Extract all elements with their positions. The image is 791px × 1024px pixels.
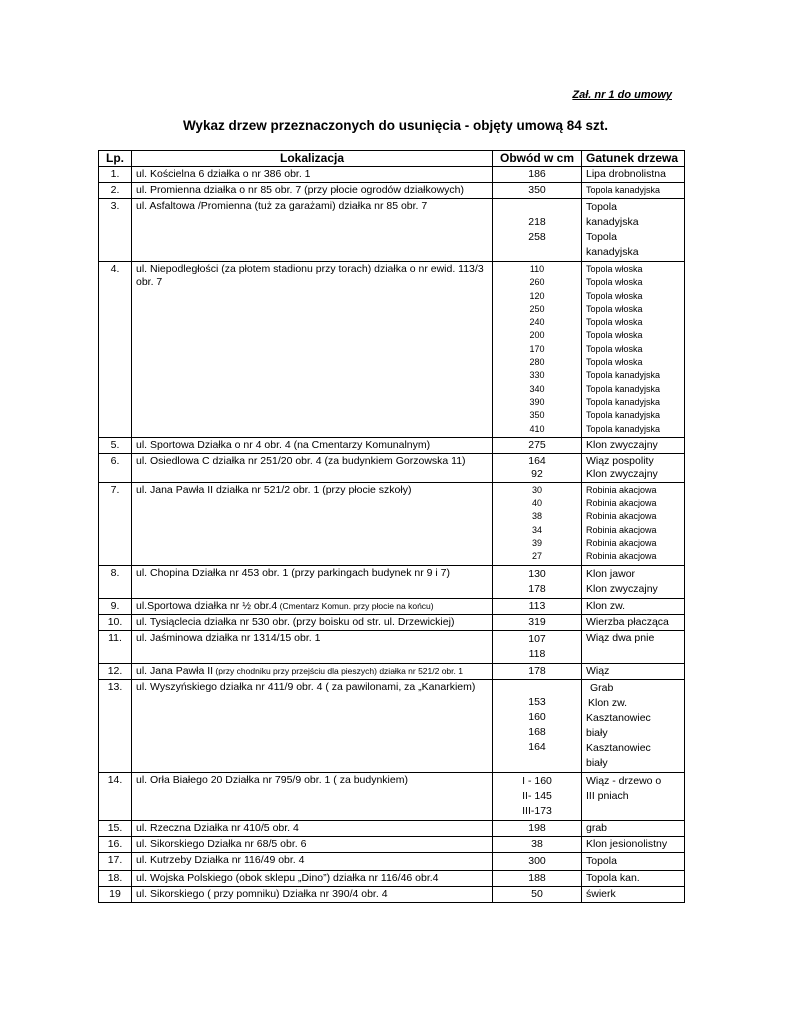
location-main: ul.Sportowa działka nr ½ obr.4 xyxy=(136,599,278,612)
row-location: ul. Kutrzeby Działka nr 116/49 obr. 4 xyxy=(132,852,493,870)
circumference-value: 340 xyxy=(529,383,545,394)
species-value: III pniach xyxy=(586,789,629,802)
trees-table xyxy=(98,150,685,903)
row-species xyxy=(582,199,685,262)
row-circumference xyxy=(493,598,582,614)
row-circumference xyxy=(493,565,582,598)
row-circumference xyxy=(493,679,582,772)
circumference-value: 350 xyxy=(528,184,546,196)
row-location xyxy=(132,663,493,679)
document-title: Wykaz drzew przeznaczonych do usunięcia - objęty umową 84 szt. xyxy=(182,118,609,133)
circumference-value: 110 xyxy=(529,264,545,274)
table-row xyxy=(99,663,685,679)
species-value: Robinia akacjowa xyxy=(586,538,657,549)
row-circumference xyxy=(493,772,582,820)
row-species xyxy=(582,630,685,663)
species-value: Topola xyxy=(586,201,617,213)
species-value: Topola włoska xyxy=(586,343,643,354)
table-row xyxy=(99,167,685,183)
header-lp: Lp. xyxy=(99,151,132,167)
species-value: Topola kan. xyxy=(586,871,640,884)
species-value: kanadyjska xyxy=(586,216,639,228)
row-circumference xyxy=(493,852,582,870)
species-value: Robinia akacjowa xyxy=(586,484,657,495)
table-row xyxy=(99,852,685,870)
species-value: Lipa drobnolistna xyxy=(586,168,666,180)
species-value: Topola kanadyjska xyxy=(586,396,661,407)
row-circumference xyxy=(493,199,582,262)
row-lp: 6. xyxy=(99,453,132,482)
row-circumference xyxy=(493,453,582,482)
circumference-value: 250 xyxy=(529,303,545,314)
species-value: Robinia akacjowa xyxy=(586,551,657,562)
row-lp: 2. xyxy=(99,183,132,199)
row-location: ul. Wojska Polskiego (obok sklepu „Dino”) działka nr 116/46 obr.4 xyxy=(132,870,493,886)
species-value: Kasztanowiec xyxy=(586,711,651,724)
species-value: grab xyxy=(586,821,608,834)
circumference-value: 27 xyxy=(531,551,542,562)
row-location: ul. Osiedlowa C działka nr 251/20 obr. 4 (za budynkiem Gorzowska 11) xyxy=(132,453,493,482)
row-species xyxy=(582,772,685,820)
row-lp: 15. xyxy=(99,820,132,836)
row-lp: 7. xyxy=(99,482,132,565)
row-location: ul. Sikorskiego ( przy pomniku) Działka nr 390/4 obr. 4 xyxy=(132,886,493,902)
circumference-value: 178 xyxy=(528,664,546,677)
circumference-value: 130 xyxy=(528,567,546,580)
row-circumference xyxy=(493,630,582,663)
species-value: Topola włoska xyxy=(586,303,643,314)
row-lp: 3. xyxy=(99,199,132,262)
circumference-value: 30 xyxy=(531,484,542,495)
species-value: biały xyxy=(586,756,608,769)
row-lp: 5. xyxy=(99,437,132,453)
circumference-value: 390 xyxy=(529,396,545,407)
circumference-value: 40 xyxy=(531,498,542,509)
circumference-value: 240 xyxy=(529,317,545,328)
row-location: ul. Niepodległości (za płotem stadionu przy torach) działka o nr ewid. 113/3 obr. 7 xyxy=(132,262,493,438)
species-value: Topola kanadyjska xyxy=(586,423,661,434)
location-note: (Cmentarz Komun. przy płocie na końcu) xyxy=(277,600,434,611)
row-location: ul. Sportowa Działka o nr 4 obr. 4 (na Cmentarzy Komunalnym) xyxy=(132,437,493,453)
circumference-value: 92 xyxy=(531,467,543,480)
circumference-value: 258 xyxy=(528,231,546,243)
species-value: Topola włoska xyxy=(586,330,643,341)
circumference-value: 319 xyxy=(528,615,546,628)
row-location: ul. Jaśminowa działka nr 1314/15 obr. 1 xyxy=(132,630,493,663)
circumference-value: 186 xyxy=(528,168,546,180)
circumference-value: 50 xyxy=(531,887,543,900)
row-species xyxy=(582,852,685,870)
row-species xyxy=(582,262,685,438)
row-circumference xyxy=(493,614,582,630)
circumference-value: 350 xyxy=(529,410,545,421)
row-lp: 13. xyxy=(99,679,132,772)
circumference-value: 120 xyxy=(529,290,545,301)
table-row xyxy=(99,614,685,630)
circumference-value: 330 xyxy=(529,370,545,381)
species-value: Wiąz xyxy=(586,664,610,677)
species-value: Robinia akacjowa xyxy=(586,524,657,535)
row-lp: 11. xyxy=(99,630,132,663)
table-row xyxy=(99,836,685,852)
row-lp: 10. xyxy=(99,614,132,630)
species-value: Grab xyxy=(590,681,614,694)
table-row xyxy=(99,870,685,886)
header-location: Lokalizacja xyxy=(132,151,493,167)
row-circumference xyxy=(493,870,582,886)
species-value: Klon jesionolistny xyxy=(586,837,668,850)
table-row xyxy=(99,437,685,453)
table-row xyxy=(99,598,685,614)
header-species: Gatunek drzewa xyxy=(582,151,685,167)
species-value: Klon zw. xyxy=(586,599,626,612)
species-value: Klon zwyczajny xyxy=(586,467,658,480)
annex-label: Zał. nr 1 do umowy xyxy=(572,89,672,101)
circumference-value: 164 xyxy=(528,454,546,467)
table-row xyxy=(99,772,685,820)
table-row xyxy=(99,886,685,902)
table-row xyxy=(99,679,685,772)
row-location: ul. Chopina Działka nr 453 obr. 1 (przy parkingach budynek nr 9 i 7) xyxy=(132,565,493,598)
circumference-value: 39 xyxy=(531,538,542,549)
row-circumference xyxy=(493,482,582,565)
circumference-value: 113 xyxy=(528,599,546,612)
circumference-value: 300 xyxy=(528,854,546,867)
circumference-value: II- 145 xyxy=(522,789,552,802)
row-location: ul. Rzeczna Działka nr 410/5 obr. 4 xyxy=(132,820,493,836)
table-header-row xyxy=(99,151,685,167)
species-value: Topola włoska xyxy=(586,357,643,368)
circumference-value: 118 xyxy=(528,647,546,660)
table-row xyxy=(99,262,685,438)
header-circumference: Obwód w cm xyxy=(493,151,582,167)
species-value: Wiąz pospolity xyxy=(586,454,654,467)
row-species xyxy=(582,820,685,836)
species-value: Klon zw. xyxy=(588,696,628,709)
row-location xyxy=(132,598,493,614)
species-value: Wierzba płacząca xyxy=(586,615,669,628)
row-lp: 18. xyxy=(99,870,132,886)
table-row xyxy=(99,199,685,262)
species-value: Topola kanadyjska xyxy=(586,410,661,421)
species-value: Wiąz dwa pnie xyxy=(586,631,655,644)
species-value: świerk xyxy=(586,887,616,900)
circumference-value: 170 xyxy=(529,343,545,354)
row-species xyxy=(582,886,685,902)
row-species xyxy=(582,679,685,772)
table-row xyxy=(99,630,685,663)
table-row xyxy=(99,453,685,482)
row-location: ul. Jana Pawła II działka nr 521/2 obr. 1 (przy płocie szkoły) xyxy=(132,482,493,565)
row-location: ul. Wyszyńskiego działka nr 411/9 obr. 4 ( za pawilonami, za „Kanarkiem) xyxy=(132,679,493,772)
circumference-value: 178 xyxy=(528,582,546,595)
row-circumference xyxy=(493,167,582,183)
circumference-value: 168 xyxy=(528,725,546,738)
row-species xyxy=(582,167,685,183)
species-value: Robinia akacjowa xyxy=(586,511,657,522)
table-row xyxy=(99,183,685,199)
row-species xyxy=(582,482,685,565)
species-value: Topola włoska xyxy=(586,264,643,274)
circumference-value: 160 xyxy=(528,710,546,723)
circumference-value: I - 160 xyxy=(522,774,552,787)
row-circumference xyxy=(493,262,582,438)
circumference-value: 38 xyxy=(531,837,543,850)
species-value: Wiąz - drzewo o xyxy=(586,774,662,787)
circumference-value: 218 xyxy=(528,216,546,228)
species-value: Robinia akacjowa xyxy=(586,498,657,509)
species-value: Topola włoska xyxy=(586,317,643,328)
species-value: Topola xyxy=(586,231,617,243)
species-value: Topola włoska xyxy=(586,290,643,301)
row-location: ul. Promienna działka o nr 85 obr. 7 (przy płocie ogrodów działkowych) xyxy=(132,183,493,199)
row-circumference xyxy=(493,820,582,836)
row-lp: 8. xyxy=(99,565,132,598)
row-circumference xyxy=(493,183,582,199)
circumference-value: 34 xyxy=(531,524,542,535)
location-main: ul. Jana Pawła II xyxy=(136,664,214,677)
row-species xyxy=(582,437,685,453)
table-row xyxy=(99,820,685,836)
species-value: kanadyjska xyxy=(586,246,639,258)
row-location: ul. Asfaltowa /Promienna (tuż za garażami) działka nr 85 obr. 7 xyxy=(132,199,493,262)
row-location: ul. Kościelna 6 działka o nr 386 obr. 1 xyxy=(132,167,493,183)
row-lp: 12. xyxy=(99,663,132,679)
row-species xyxy=(582,870,685,886)
circumference-value: 260 xyxy=(529,277,545,288)
row-lp: 19 xyxy=(99,886,132,902)
species-value: Kasztanowiec xyxy=(586,741,651,754)
row-species xyxy=(582,565,685,598)
row-lp: 4. xyxy=(99,262,132,438)
circumference-value: 38 xyxy=(531,511,542,522)
circumference-value: 280 xyxy=(529,357,545,368)
circumference-value: 188 xyxy=(528,871,546,884)
row-species xyxy=(582,598,685,614)
circumference-value: III-173 xyxy=(522,804,552,817)
species-value: Klon jawor xyxy=(586,567,636,580)
row-species xyxy=(582,663,685,679)
row-species xyxy=(582,836,685,852)
species-value: Klon zwyczajny xyxy=(586,438,658,451)
species-value: Klon zwyczajny xyxy=(586,582,658,595)
circumference-value: 153 xyxy=(528,695,546,708)
species-value: Topola kanadyjska xyxy=(586,383,661,394)
circumference-value: 198 xyxy=(528,821,546,834)
location-note: (przy chodniku przy przejściu dla pieszych) działka nr 521/2 obr. 1 xyxy=(213,665,463,676)
species-value: Topola kanadyjska xyxy=(586,370,661,381)
row-location: ul. Sikorskiego Działka nr 68/5 obr. 6 xyxy=(132,836,493,852)
row-lp: 1. xyxy=(99,167,132,183)
circumference-value: 107 xyxy=(528,632,546,645)
species-value: Topola włoska xyxy=(586,277,643,288)
circumference-value: 275 xyxy=(528,438,546,451)
table-row xyxy=(99,482,685,565)
species-value: Topola kanadyjska xyxy=(586,185,661,195)
row-circumference xyxy=(493,437,582,453)
row-circumference xyxy=(493,886,582,902)
table-row xyxy=(99,565,685,598)
row-lp: 17. xyxy=(99,852,132,870)
row-species xyxy=(582,453,685,482)
circumference-value: 164 xyxy=(528,740,546,753)
row-location: ul. Orła Białego 20 Działka nr 795/9 obr. 1 ( za budynkiem) xyxy=(132,772,493,820)
row-lp: 9. xyxy=(99,598,132,614)
circumference-value: 410 xyxy=(529,423,545,434)
row-species xyxy=(582,183,685,199)
row-location: ul. Tysiąclecia działka nr 530 obr. (przy boisku od str. ul. Drzewickiej) xyxy=(132,614,493,630)
circumference-value: 200 xyxy=(529,330,545,341)
species-value: biały xyxy=(586,726,608,739)
row-circumference xyxy=(493,836,582,852)
row-species xyxy=(582,614,685,630)
species-value: Topola xyxy=(586,854,617,867)
row-lp: 16. xyxy=(99,836,132,852)
row-circumference xyxy=(493,663,582,679)
row-lp: 14. xyxy=(99,772,132,820)
